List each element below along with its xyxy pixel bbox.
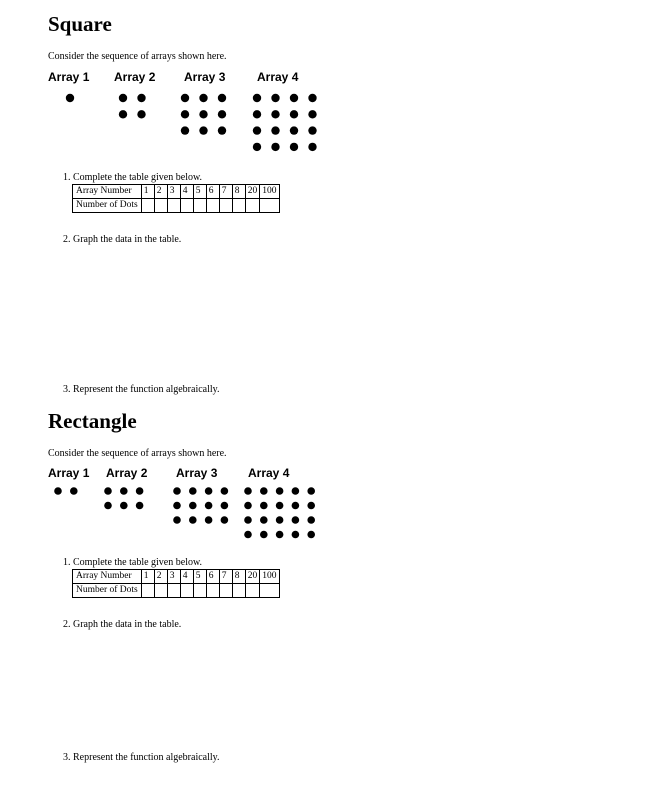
table-cell: 100 [260,185,279,199]
question-1: 1. Complete the table given below. [63,172,203,183]
intro-text: Consider the sequence of arrays shown here. [48,448,227,459]
array-dot [70,487,78,495]
table-cell: 20 [245,570,260,584]
array-dot [189,487,197,495]
array-dot [173,502,181,510]
array-dot [260,487,268,495]
row-header: Array Number [73,185,142,199]
array-dot [276,531,284,539]
question-1: 1. Complete the table given below. [63,557,203,568]
table-cell: 8 [232,570,245,584]
answer-cell[interactable] [193,584,206,598]
array-dot [120,502,128,510]
array-dot [221,516,229,524]
array-dot [205,487,213,495]
array-dot [307,502,315,510]
array-dot [260,516,268,524]
table-cell: 6 [206,185,219,199]
row-header: Number of Dots [73,199,142,213]
array-dot [307,531,315,539]
table-cell: 3 [167,570,180,584]
table-cell: 5 [193,185,206,199]
array-dot [189,502,197,510]
array-dot [205,516,213,524]
answer-cell[interactable] [245,584,260,598]
array-dot [244,531,252,539]
answer-cell[interactable] [232,584,245,598]
answer-cell[interactable] [180,584,193,598]
array-dot [136,487,144,495]
array-dot [292,487,300,495]
array-dot [104,502,112,510]
array-dot [260,531,268,539]
array-dot [189,516,197,524]
question-2: 2. Graph the data in the table. [63,234,182,245]
table-cell: 4 [180,570,193,584]
array-dot [307,487,315,495]
array-dot [276,502,284,510]
table-cell: 7 [219,185,232,199]
table-cell: 2 [154,185,167,199]
array-dot [276,487,284,495]
array-dot [205,502,213,510]
table-row [73,584,280,598]
section-title-rectangle: Rectangle [48,409,137,433]
table-cell: 1 [141,185,154,199]
answer-cell[interactable] [206,584,219,598]
row-header: Number of Dots [73,584,142,598]
array-label: Array 3 [184,70,226,84]
array-dot [276,516,284,524]
array-dot [221,487,229,495]
array-dot [244,487,252,495]
answer-cell[interactable] [154,584,167,598]
question-3: 3. Represent the function algebraically. [63,752,220,763]
answer-cell[interactable] [260,584,279,598]
answer-cell[interactable] [219,584,232,598]
array-dot [244,502,252,510]
array-dot [221,502,229,510]
question-2: 2. Graph the data in the table. [63,619,182,630]
array-dot [54,487,62,495]
array-dot [260,502,268,510]
array-label: Array 1 [48,70,90,84]
array-dot [173,487,181,495]
table-cell: 8 [232,185,245,199]
table-cell: 20 [245,185,260,199]
table-cell: 5 [193,570,206,584]
array-label: Array 2 [114,70,156,84]
array-label: Array 1 [48,466,90,480]
table-cell: 4 [180,185,193,199]
table-row [73,570,280,584]
array-dot [173,516,181,524]
array-dot [244,516,252,524]
section-title-square: Square [48,12,112,36]
array-label: Array 4 [257,70,299,84]
array-dot [292,502,300,510]
question-3: 3. Represent the function algebraically. [63,384,220,395]
data-table-rectangle [72,569,280,598]
array-label: Array 4 [248,466,290,480]
array-dot [292,516,300,524]
array-label: Array 2 [106,466,148,480]
row-header: Array Number [73,570,142,584]
table-cell: 6 [206,570,219,584]
answer-cell[interactable] [167,584,180,598]
array-dot [120,487,128,495]
answer-cell[interactable] [141,584,154,598]
array-dot [307,516,315,524]
intro-text: Consider the sequence of arrays shown here. [48,51,227,62]
table-cell: 7 [219,570,232,584]
table-cell: 100 [260,570,279,584]
table-cell: 3 [167,185,180,199]
array-label: Array 3 [176,466,218,480]
array-dot [292,531,300,539]
array-dot [136,502,144,510]
array-dot [104,487,112,495]
table-cell: 1 [141,570,154,584]
table-cell: 2 [154,570,167,584]
